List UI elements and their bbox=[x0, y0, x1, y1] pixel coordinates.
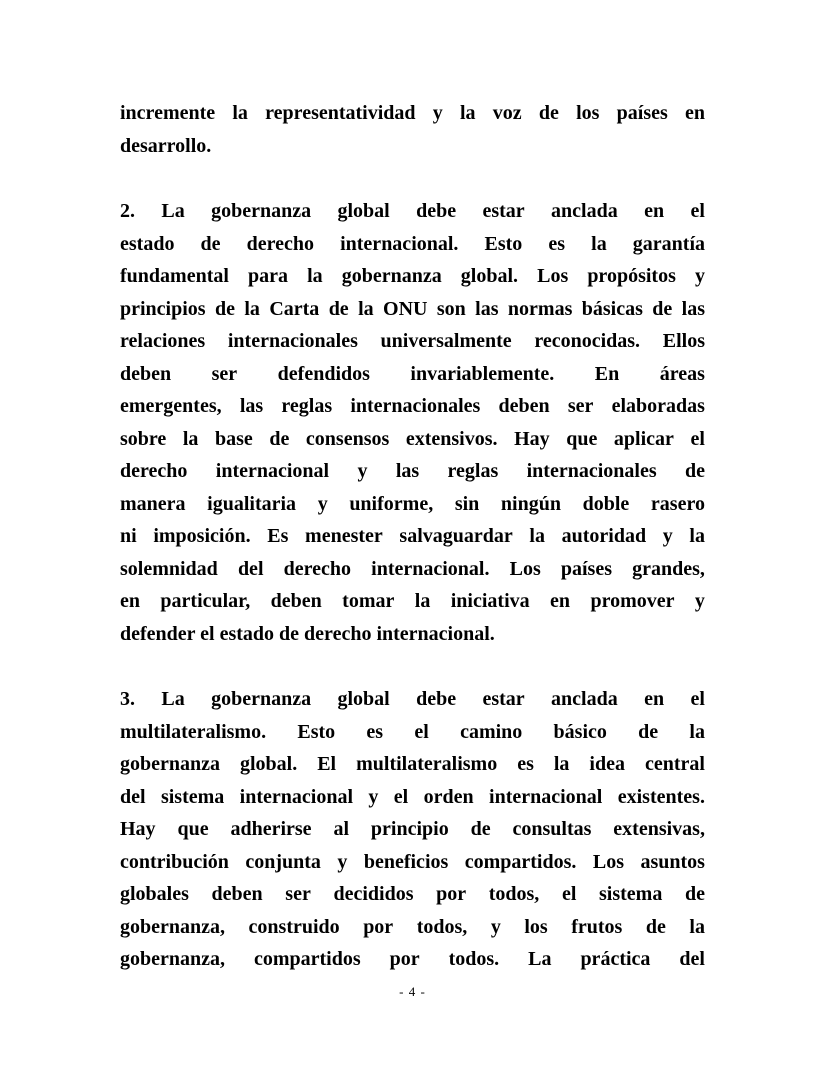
text-line: en particular, deben tomar la iniciativa en promover y bbox=[120, 590, 705, 612]
paragraph bbox=[120, 97, 705, 162]
text-line: manera igualitaria y uniforme, sin ningún doble rasero bbox=[120, 492, 705, 515]
text-line: gobernanza, construido por todos, y los frutos de la bbox=[120, 915, 705, 938]
text-line: contribución conjunta y beneficios compartidos. Los asuntos bbox=[120, 850, 705, 873]
text-line: derecho internacional y las reglas internacionales de bbox=[120, 460, 705, 482]
text-line: relaciones internacionales universalmente reconocidas. Ellos bbox=[120, 330, 705, 352]
text-line: defender el estado de derecho internacional. bbox=[120, 622, 495, 645]
paragraph bbox=[120, 195, 705, 650]
text-line: principios de la Carta de la ONU son las normas básicas de las bbox=[120, 297, 705, 320]
text-line: 2. La gobernanza global debe estar anclada en el bbox=[120, 200, 705, 222]
text-line: del sistema internacional y el orden internacional existentes. bbox=[120, 785, 705, 808]
text-line: gobernanza global. El multilateralismo es la idea central bbox=[120, 753, 705, 775]
text-line: 3. La gobernanza global debe estar anclada en el bbox=[120, 688, 705, 710]
text-line: fundamental para la gobernanza global. Los propósitos y bbox=[120, 265, 705, 287]
text-line: deben ser defendidos invariablemente. En áreas bbox=[120, 362, 705, 385]
text-block bbox=[120, 97, 705, 976]
text-line: sobre la base de consensos extensivos. Hay que aplicar el bbox=[120, 427, 705, 450]
text-line: globales deben ser decididos por todos, el sistema de bbox=[120, 883, 705, 905]
text-line: gobernanza, compartidos por todos. La práctica del bbox=[120, 948, 705, 970]
text-line: multilateralismo. Esto es el camino básico de la bbox=[120, 720, 705, 743]
page-number: - 4 - bbox=[399, 984, 426, 999]
text-line: solemnidad del derecho internacional. Los países grandes, bbox=[120, 557, 705, 580]
text-line: emergentes, las reglas internacionales deben ser elaboradas bbox=[120, 395, 705, 417]
text-line: estado de derecho internacional. Esto es la garantía bbox=[120, 232, 705, 255]
paragraph bbox=[120, 683, 705, 976]
text-line: incremente la representatividad y la voz de los países en bbox=[120, 102, 705, 124]
text-line: desarrollo. bbox=[120, 134, 212, 157]
text-line: ni imposición. Es menester salvaguardar la autoridad y la bbox=[120, 525, 705, 547]
text-line: Hay que adherirse al principio de consultas extensivas, bbox=[120, 818, 705, 840]
